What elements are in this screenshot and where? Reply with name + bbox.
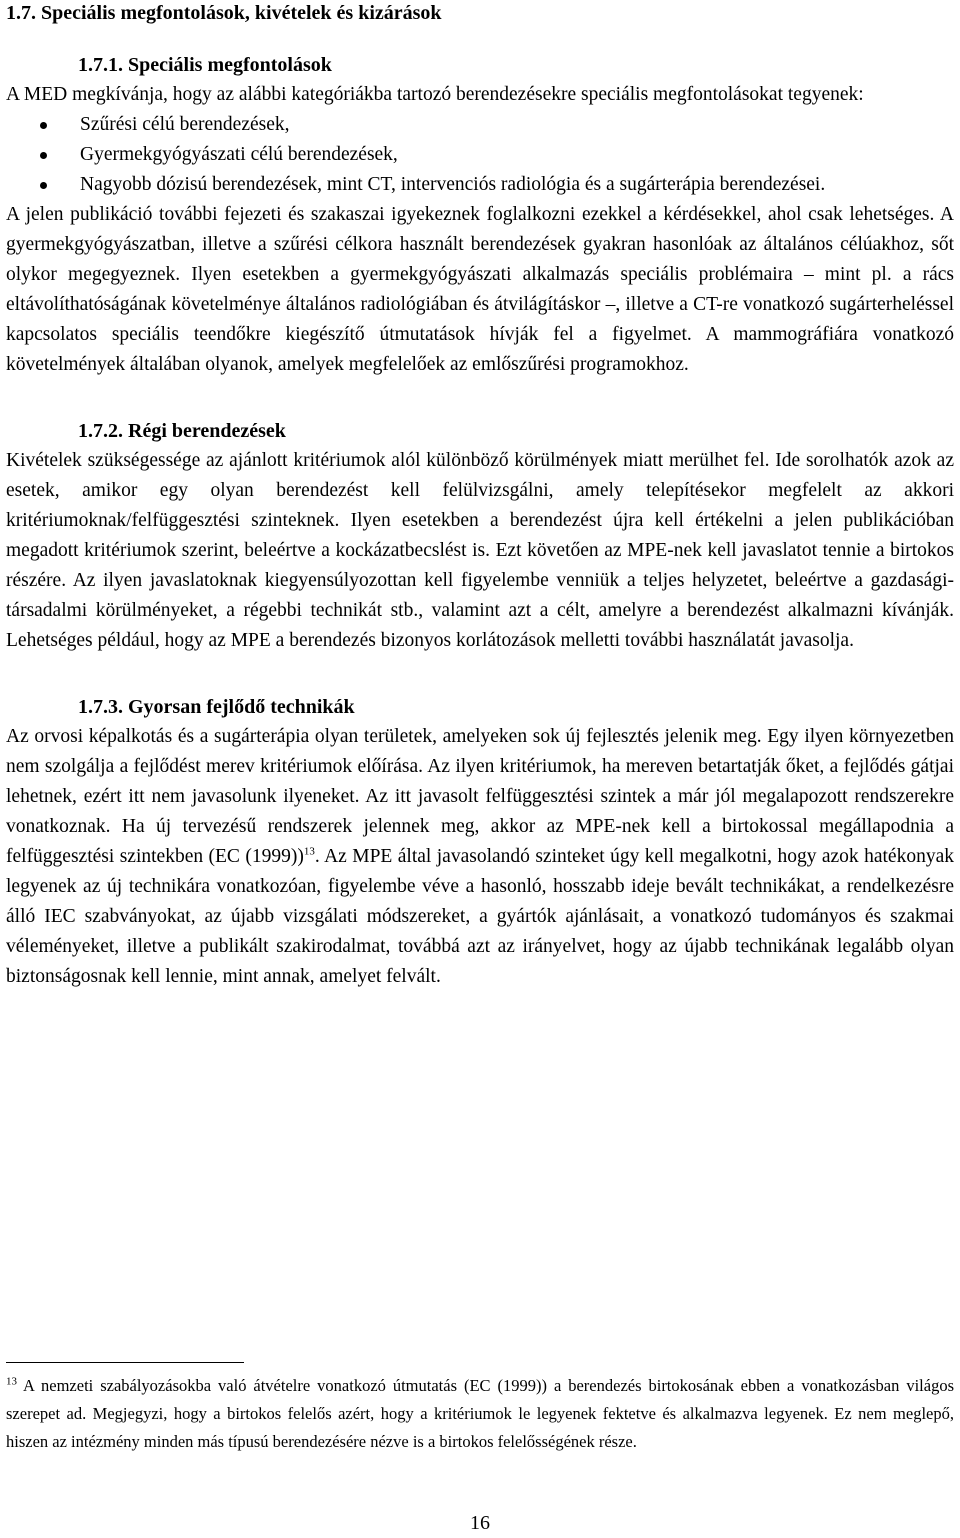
list-item-text: Szűrési célú berendezések,: [80, 114, 290, 135]
list-item: [6, 140, 954, 170]
list-item: [6, 170, 954, 200]
body-text-before-note: Az orvosi képalkotás és a sugárterápia olyan területek, amelyeken sok új fejlesztés jelenik meg. Egy ilyen környezetben nem szolgálja a fejlődést merev kritériumok előírása. Az ilyen kritériumok, ha mereven betartatják őket, a fejlődés gátjai lehetnek, ezért itt nem javasolunk ilyeneket. Az itt javasolt felfüggesztési szintek a már jól megalapozott rendszerekre vonatkoznak. Ha új tervezésű rendszerek jelennek meg, akkor az MPE-nek kell a birtokossal megállapodnia a felfüggesztési szintekben (EC (1999)): [6, 726, 954, 867]
body-text-after-note: . Az MPE által javasolandó szinteket úgy kell megalkotni, hogy azok hatékonyak legyenek az új technikára vonatkozóan, figyelembe véve a hasonló, hosszabb ideje bevált technikákat, a rendelkezésre álló IEC szabványokat, az újabb vizsgálati módszereket, a gyártók ajánlásait, a vonatkozó tudományos és szakmai véleményeket, illetve a publikált szakirodalmat, továbbá azt az irányelvet, hogy az újabb technikának legalább olyan biztonságosnak kell lennie, mint annak, amelyet felvált.: [6, 846, 954, 987]
subsection-heading-fast-developing: 1.7.3. Gyorsan fejlődő technikák: [78, 696, 355, 718]
document-page: [6, 0, 954, 992]
footnote-text: A nemzeti szabályozásokba való átvételre vonatkozó útmutatás (EC (1999)) a berendezés birtokosának ebben a vonatkozásban világos szerepet ad. Megjegyzi, hogy a birtokos felelős azért, hogy a kritériumok le legyenek fektetve és alkalmazva legyenek. Ez nem meglepő, hiszen az intézmény minden más típusú berendezésére nézve is a birtokos felelősségének része.: [6, 1376, 954, 1451]
footnote-reference[interactable]: 13: [303, 845, 315, 858]
page-number: 16: [470, 1512, 490, 1534]
body-paragraph-old-equipment: Kivételek szükségessége az ajánlott kritériumok alól különböző körülmények miatt merülhet fel. Ide sorolhatók azok az esetek, amikor egy olyan berendezést kell felülvizsgálni, amely telepítésekor megfelelt az akkori kritériumoknak/felfüggesztési szinteknek. Ilyen esetekben a berendezést újra kell értékelni a jelen publikációban megadott kritériumok szerint, beleértve a kockázatbecslést is. Ezt követően az MPE-nek kell javaslatot tennie a birtokos részére. Az ilyen javaslatoknak kiegyensúlyozottan kell figyelembe venniük a teljes helyzetet, beleértve a gazdasági-társadalmi körülményeket, a régebbi technikát stb., valamint azt a célt, amelyre a berendezést alkalmazni kívánják. Lehetséges például, hogy az MPE a berendezés bizonyos korlátozások melletti további használatát javasolja.: [6, 450, 954, 651]
footnote-divider: [6, 1362, 244, 1363]
subsection-heading-special: 1.7.1. Speciális megfontolások: [78, 54, 332, 76]
bullet-icon: [40, 152, 47, 159]
body-paragraph-special: A jelen publikáció további fejezeti és szakaszai igyekeznek foglalkozni ezekkel a kérdésekkel, ahol csak lehetséges. A gyermekgyógyászatban, illetve a szűrési célkora használt berendezések gyakran hasonlóak az általános célúakhoz, sőt olykor megegyeznek. Ilyen esetekben a gyermekgyógyászati alkalmazás speciális problémaira – mint pl. a rács eltávolíthatóságának követelménye általános radiológiában és átvilágításkor –, illetve a CT-re vonatkozó sugárterheléssel kapcsolatos speciális teendőkre kiegészítő útmutatások hívják fel a figyelmet. A mammográfiára vonatkozó követelmények általában olyanok, amelyek megfelelőek az emlőszűrési programokhoz.: [6, 204, 954, 375]
list-item: [6, 110, 954, 140]
footnote-number: 13: [6, 1375, 17, 1388]
list-item-text: Nagyobb dózisú berendezések, mint CT, intervenciós radiológia és a sugárterápia berendezései.: [80, 174, 826, 195]
intro-paragraph: A MED megkívánja, hogy az alábbi kategóriákba tartozó berendezésekre speciális megfontolásokat tegyenek:: [6, 84, 864, 105]
footnote: [6, 1372, 954, 1456]
bullet-icon: [40, 122, 47, 129]
list-item-text: Gyermekgyógyászati célú berendezések,: [80, 144, 398, 165]
subsection-heading-old-equipment: 1.7.2. Régi berendezések: [78, 420, 286, 442]
bullet-icon: [40, 182, 47, 189]
category-list: [6, 110, 954, 200]
section-heading: 1.7. Speciális megfontolások, kivételek és kizárások: [6, 2, 442, 24]
body-paragraph-fast-developing: [6, 722, 954, 992]
